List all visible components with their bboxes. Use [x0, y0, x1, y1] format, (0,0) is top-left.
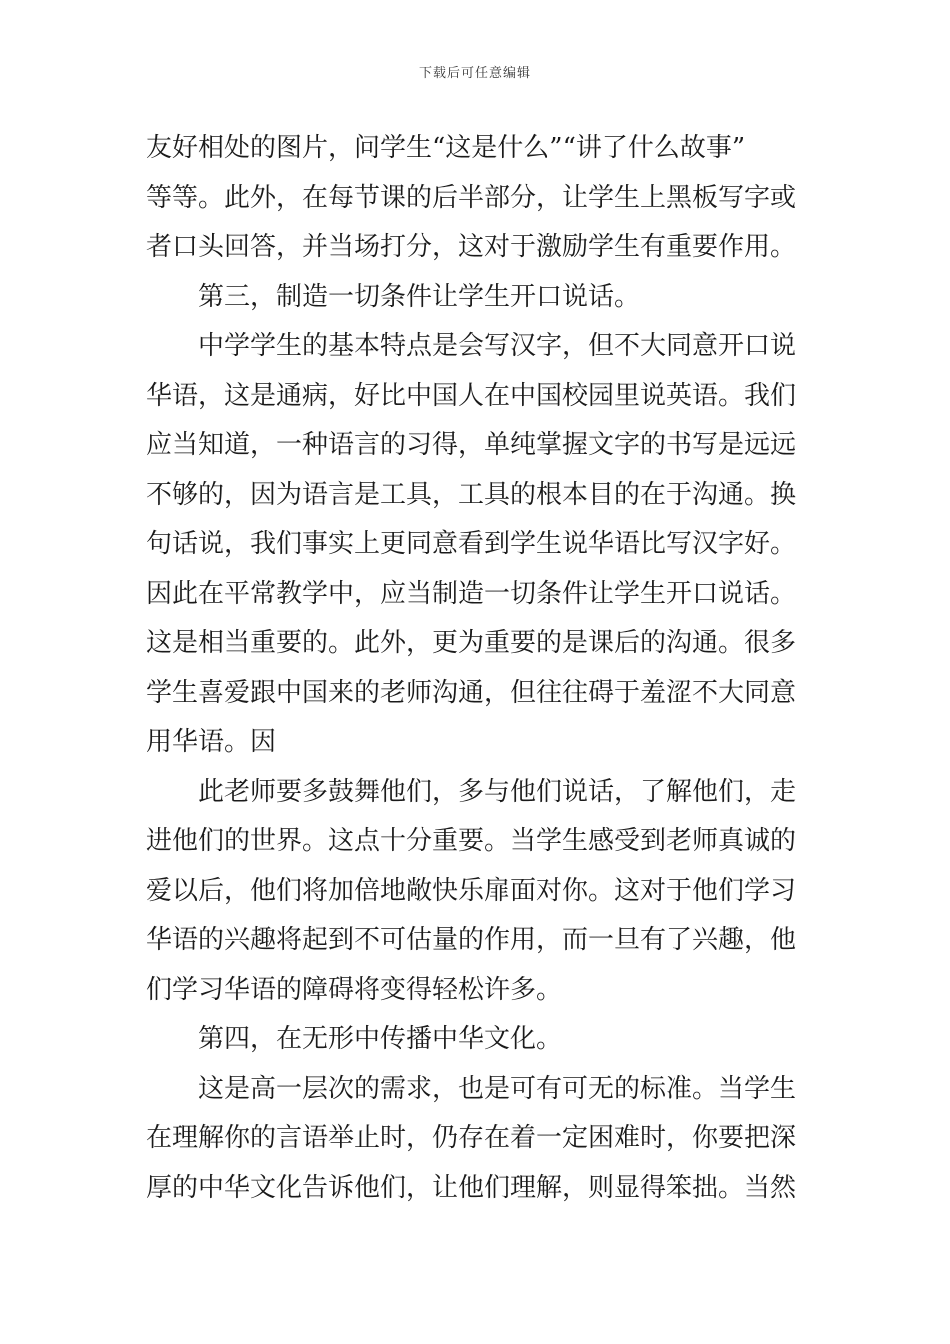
text-line: 们学习华语的障碍将变得轻松许多。	[146, 974, 563, 1005]
document-body	[146, 124, 810, 1213]
text-line: 在理解你的言语举止时，仍存在着一定困难时，你要把深	[146, 1123, 797, 1153]
text-line: 厚的中华文化告诉他们，让他们理解，则显得笨拙。当然	[146, 1172, 797, 1203]
text-line: 用华语。因	[146, 727, 277, 757]
paragraph-start: 中学学生的基本特点是会写汉字，但不大同意开口说	[198, 331, 797, 361]
section-heading: 第四，在无形中传播中华文化。	[198, 1024, 563, 1054]
text-line: 学生喜爱跟中国来的老师沟通，但往往碍于羞涩不大同意	[146, 677, 797, 708]
text-line: 这是相当重要的。此外，更为重要的是课后的沟通。很多	[146, 628, 797, 658]
text-line: 华语，这是通病，好比中国人在中国校园里说英语。我们	[146, 380, 797, 411]
text-line: 不够的，因为语言是工具，工具的根本目的在于沟通。换	[146, 479, 797, 510]
text-line: 等等。此外，在每节课的后半部分，让学生上黑板写字或	[146, 182, 797, 213]
text-line: 进他们的世界。这点十分重要。当学生感受到老师真诚的	[146, 826, 797, 856]
text-line: 华语的兴趣将起到不可估量的作用，而一旦有了兴趣，他	[146, 925, 797, 955]
text-line: 应当知道，一种语言的习得，单纯掌握文字的书写是远远	[146, 430, 797, 460]
paragraph-start: 这是高一层次的需求，也是可有可无的标准。当学生	[198, 1073, 797, 1104]
section-heading: 第三，制造一切条件让学生开口说话。	[198, 281, 641, 312]
page-header: 下载后可任意编辑	[418, 66, 531, 81]
text-line: 因此在平常教学中，应当制造一切条件让学生开口说话。	[146, 578, 797, 609]
text-line: 爱以后，他们将加倍地敞快乐扉面对你。这对于他们学习	[146, 875, 797, 906]
paragraph-start: 此老师要多鼓舞他们，多与他们说话，了解他们，走	[198, 776, 797, 807]
text-line: 者口头回答，并当场打分，这对于激励学生有重要作用。	[146, 232, 797, 262]
text-line: 句话说，我们事实上更同意看到学生说华语比写汉字好。	[146, 529, 797, 559]
text-line: 友好相处的图片，问学生“这是什么”“讲了什么故事”	[146, 133, 746, 163]
